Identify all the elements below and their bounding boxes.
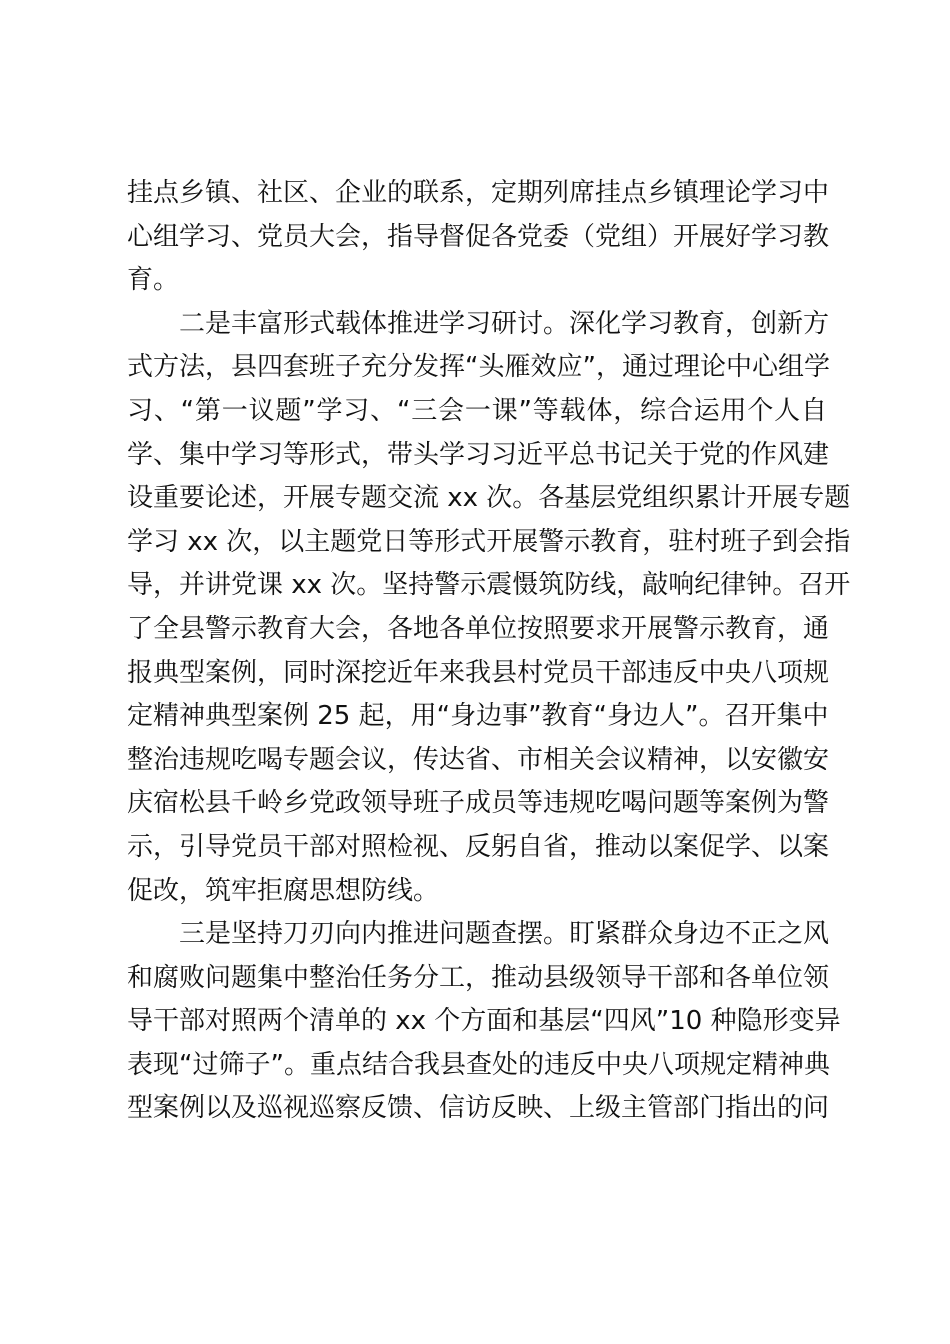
- text-line: 表现“过筛子”。重点结合我县查处的违反中央八项规定精神典: [127, 1049, 830, 1080]
- text-line: 导干部对照两个清单的 xx 个方面和基层“四风”10 种隐形变异: [127, 1006, 841, 1037]
- text-line: 心组学习、党员大会，指导督促各党委（党组）开展好学习教: [127, 221, 830, 252]
- text-line: 学习 xx 次，以主题党日等形式开展警示教育，驻村班子到会指: [127, 526, 851, 557]
- text-line: 导，并讲党课 xx 次。坚持警示震慑筑防线，敲响纪律钟。召开: [127, 570, 851, 601]
- text-line: 报典型案例，同时深挖近年来我县村党员干部违反中央八项规: [127, 657, 830, 688]
- text-line: 整治违规吃喝专题会议，传达省、市相关会议精神，以安徽安: [127, 744, 830, 775]
- text-line: 挂点乡镇、社区、企业的联系，定期列席挂点乡镇理论学习中: [127, 178, 830, 208]
- text-line: 示，引导党员干部对照检视、反躬自省，推动以案促学、以案: [127, 831, 830, 862]
- text-line: 庆宿松县千岭乡党政领导班子成员等违规吃喝问题等案例为警: [127, 788, 830, 819]
- text-line: 设重要论述，开展专题交流 xx 次。各基层党组织累计开展专题: [127, 483, 851, 514]
- paragraph-first-line: 三是坚持刀刃向内推进问题查摆。盯紧群众身边不正之风: [179, 919, 830, 950]
- text-line: 定精神典型案例 25 起，用“身边事”教育“身边人”。召开集中: [127, 701, 829, 732]
- text-line: 型案例以及巡视巡察反馈、信访反映、上级主管部门指出的问: [127, 1093, 830, 1124]
- text-line: 习、“第一议题”学习、“三会一课”等载体，综合运用个人自: [127, 395, 827, 426]
- text-line: 育。: [127, 265, 180, 296]
- text-line: 了全县警示教育大会，各地各单位按照要求开展警示教育，通: [127, 613, 830, 644]
- text-line: 促改，筑牢拒腐思想防线。: [127, 875, 440, 906]
- text-line: 学、集中学习等形式，带头学习习近平总书记关于党的作风建: [127, 439, 830, 470]
- paragraph-first-line: 二是丰富形式载体推进学习研讨。深化学习教育，创新方: [179, 308, 830, 339]
- text-line: 式方法，县四套班子充分发挥“头雁效应”，通过理论中心组学: [127, 352, 830, 383]
- text-line: 和腐败问题集中整治任务分工，推动县级领导干部和各单位领: [127, 962, 830, 993]
- document-body: [127, 172, 851, 1131]
